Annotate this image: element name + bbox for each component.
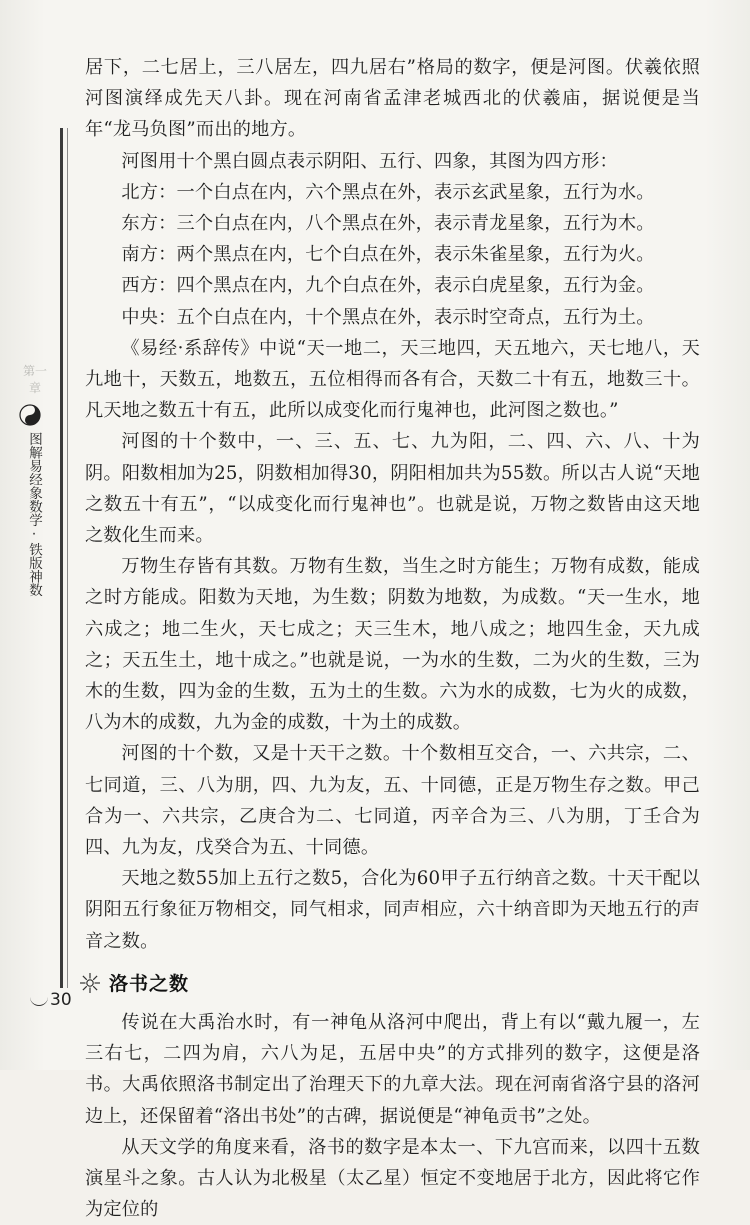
body-paragraph: 河图的十个数中，一、三、五、七、九为阳，二、四、六、八、十为阴。阳数相加为25，阴数相加得30，阴阳相加共为55数。所以古人说“天地之数五十有五”，“以成变化而行鬼神也”。也就是说，万物之数皆由这天地之数化生而来。 (85, 431, 700, 547)
body-paragraph: 西方：四个黑点在内，九个白点在外，表示白虎星象，五行为金。 (121, 275, 655, 297)
body-paragraph: 中央：五个白点在内，十个黑点在外，表示时空奇点，五行为土。 (121, 306, 655, 328)
page-number (30, 990, 72, 1010)
luoshu-star-icon (79, 972, 101, 994)
luoshu-section (85, 1007, 700, 1225)
body-paragraph: 北方：一个白点在内，六个黑点在外，表示玄武星象，五行为水。 (121, 181, 655, 203)
page-number-text: 30 (50, 990, 72, 1010)
hetu-section (85, 52, 700, 957)
body-paragraph: 《易经·系辞传》中说“天一地二，天三地四，天五地六，天七地八，天九地十，天数五，地数五，五位相得而各有合，天数二十有五，地数三十。凡天地之数五十有五，此所以成变化而行鬼神也，此河图之数也。” (85, 337, 700, 422)
body-paragraph: 河图的十个数，又是十天干之数。十个数相互交合，一、六共宗，二、七同道，三、八为朋，四、九为友，五、十同德，正是万物生存之数。甲己合为一、六共宗，乙庚合为二、七同道，丙辛合为三、八为朋，丁壬合为四、九为友，戊癸合为五、十同德。 (85, 743, 700, 859)
body-paragraph: 居下，二七居上，三八居左，四九居右”格局的数字，便是河图。伏羲依照河图演绎成先天八卦。现在河南省孟津老城西北的伏羲庙，据说便是当年“龙马负图”而出的地方。 (85, 57, 700, 141)
section-heading (79, 963, 700, 1003)
page-content (85, 52, 700, 1225)
body-paragraph: 从天文学的角度来看，洛书的数字是本太一、下九宫而来，以四十五数演星斗之象。古人认为北极星（太乙星）恒定不变地居于北方，因此将它作为定位的 (85, 1136, 700, 1221)
margin-rule-thin (67, 128, 68, 988)
running-book-title: 图解易经象数学·铁版神数 (26, 432, 42, 597)
body-paragraph: 传说在大禹治水时，有一神龟从洛河中爬出，背上有以“戴九履一，左三右七，二四为肩，六八为足，五居中央”的方式排列的数字，这便是洛书。大禹依照洛书制定出了治理天下的九章大法。现在河南省洛宁县的洛河边上，还保留着“洛出书处”的古碑，据说便是“神龟贡书”之处。 (85, 1011, 700, 1127)
chapter-mark: 第一章 (22, 364, 47, 395)
body-paragraph: 万物生存皆有其数。万物有生数，当生之时方能生；万物有成数，能成之时方能成。阳数为天地，为生数；阴数为地数，为成数。“天一生水，地六成之；地二生火，天七成之；天三生木，地八成之；地四生金，天九成之；天五生土，地十成之。”也就是说，一为水的生数，二为火的生数，三为木的生数，四为金的生数，五为土的生数。六为水的成数，七为火的成数，八为木的成数，九为金的成数，十为土的成数。 (85, 556, 700, 734)
body-paragraph: 天地之数55加上五行之数5，合化为60甲子五行纳音之数。十天干配以阴阳五行象征万物相交，同气相求，同声相应，六十纳音即为天地五行的声音之数。 (85, 868, 700, 952)
body-paragraph: 南方：两个黑点在内，七个白点在外，表示朱雀星象，五行为火。 (121, 244, 655, 266)
body-paragraph: 河图用十个黑白圆点表示阴阳、五行、四象，其图为四方形： (121, 150, 618, 172)
body-paragraph: 东方：三个白点在内，八个黑点在外，表示青龙星象，五行为木。 (121, 213, 655, 235)
margin-rule (60, 128, 63, 988)
page-number-ornament (30, 995, 48, 1006)
section-heading-text: 洛书之数 (109, 973, 190, 996)
yin-yang-icon (19, 404, 41, 426)
